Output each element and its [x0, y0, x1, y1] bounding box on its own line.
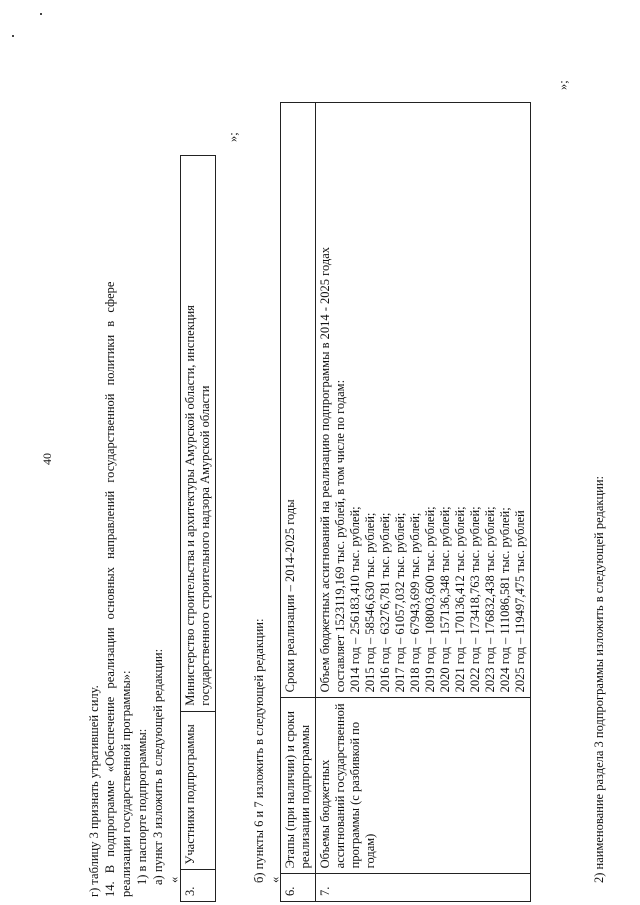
close-quote-1: »;: [226, 132, 240, 142]
section-14-heading: 14. В подпрограмме «Обеспечение реализации основных направлений государственной политики в сфере: [103, 281, 117, 897]
funding-label-3: программы (с разбивкой по: [348, 721, 362, 869]
funding-label-2: ассигнований государственной: [333, 703, 347, 869]
funding-line: Объем бюджетных ассигнований на реализацию подпрограммы в 2014 - 2025 годах: [318, 246, 332, 693]
row-number: 7.: [316, 874, 531, 902]
table-row: [281, 103, 316, 902]
item-b-text: б) пункты 6 и 7 изложить в следующей редакции:: [252, 618, 266, 883]
funding-line: составляет 1523119,169 тыс. рублей, в том числе по годам:: [333, 379, 347, 693]
open-quote-2: «: [268, 876, 282, 883]
funding-line: 2025 год – 119497,475 тыс. рублей: [513, 510, 527, 693]
item-1-text: 1) в паспорте подпрограммы:: [135, 728, 149, 885]
item-2-text: 2) наименование раздела 3 подпрограммы изложить в следующей редакции:: [592, 475, 606, 883]
funding-label-1: Объемы бюджетных: [318, 759, 332, 869]
funding-line: 2018 год – 67943,699 тыс. рублей;: [408, 512, 422, 693]
funding-table: [280, 102, 531, 902]
row-label: Участники подпрограммы: [181, 711, 216, 870]
participants-line-2: государственного строительного надзора Амурской области: [198, 385, 212, 706]
row-label: [281, 698, 316, 874]
scan-speck: [12, 35, 14, 37]
funding-line: 2021 год – 170136,412 тыс. рублей;: [453, 506, 467, 693]
row-number: 6.: [281, 874, 316, 902]
item-g-text: г) таблицу 3 признать утратившей силу.: [87, 685, 101, 897]
page-number: 40: [40, 453, 54, 465]
close-quote-2: »;: [556, 80, 570, 90]
item-a-text: а) пункт 3 изложить в следующей редакции:: [151, 648, 165, 885]
table-row: [181, 156, 216, 902]
row-number: 3.: [181, 870, 216, 902]
stages-label-2: реализации подпрограммы: [298, 724, 312, 869]
funding-line: 2024 год – 111086,581 тыс. рублей;: [498, 507, 512, 693]
row-label: [316, 698, 531, 874]
funding-label-4: годам): [363, 833, 377, 869]
funding-values: [316, 103, 531, 698]
funding-line: 2014 год – 256183,410 тыс. рублей;: [348, 506, 362, 693]
row-value: [181, 156, 216, 712]
section-14-heading-cont: реализации государственной программы»:: [119, 670, 133, 897]
funding-line: 2019 год – 108003,600 тыс. рублей;: [423, 506, 437, 693]
participants-table: [180, 155, 216, 902]
stages-label-1: Этапы (при наличии) и сроки: [283, 711, 297, 869]
participants-line-1: Министерство строительства и архитектуры Амурской области, инспекция: [183, 305, 197, 706]
funding-line: 2016 год – 63276,781 тыс. рублей;: [378, 512, 392, 693]
funding-line: 2015 год – 58546,630 тыс. рублей;: [363, 512, 377, 693]
funding-line: 2017 год – 61057,032 тыс. рублей;: [393, 512, 407, 693]
funding-line: 2022 год – 173418,763 тыс. рублей;: [468, 506, 482, 693]
table-row: [316, 103, 531, 902]
scan-speck: [40, 13, 42, 15]
open-quote: «: [167, 876, 181, 883]
funding-line: 2020 год – 157136,348 тыс. рублей;: [438, 506, 452, 693]
row-value: Сроки реализации – 2014-2025 годы: [281, 103, 316, 698]
funding-line: 2023 год – 176832,438 тыс. рублей;: [483, 506, 497, 693]
